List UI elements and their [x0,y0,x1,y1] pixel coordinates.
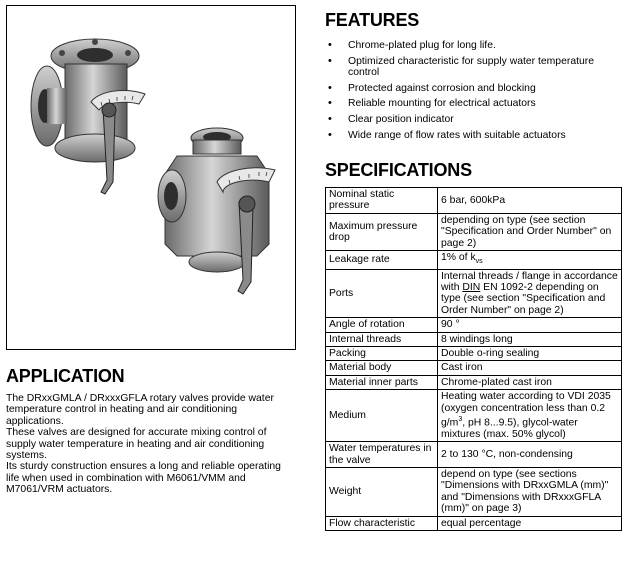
spec-label: Flow characteristic [326,516,438,530]
application-paragraph: These valves are designed for accurate mixing control of supply water temperature in heating and air conditioning systems. [6,427,267,462]
specifications-heading: SPECIFICATIONS [325,160,472,180]
din-standard: DIN [462,281,481,293]
spec-value: equal percentage [438,516,622,530]
rotary-valve-illustration [7,6,295,349]
feature-item: • Optimized characteristic for supply water temperature control [325,56,625,79]
spec-value: 90 ° [438,318,622,332]
spec-value-text: EN 1092-2 depending on type (see section "Specification and Order Number" on page 2) [441,281,606,316]
spec-label: Weight [326,468,438,517]
features-heading: FEATURES [325,10,420,30]
table-row [326,390,622,442]
table-row [326,375,622,389]
spec-value: 6 bar, 600kPa [438,188,622,214]
spec-value: depend on type (see sections "Dimensions with DRxxGMLA (mm)" and "Dimensions with DRxxxGFLA (mm)" on page 3) [438,468,622,517]
feature-item: • Clear position indicator [325,114,625,126]
spec-value [438,269,622,318]
spec-value-text: Internal threads / flange in accordance with [441,270,618,293]
table-row [326,468,622,517]
features-list [325,40,625,145]
spec-value: depending on type (see section "Specification and Order Number" on page 2) [438,213,622,250]
spec-value-text: 1% of k [441,252,476,264]
table-row [326,361,622,375]
application-text [6,393,294,496]
application-paragraph: The DRxxGMLA / DRxxxGFLA rotary valves provide water temperature control in heating and air conditioning applications. [6,393,274,427]
threaded-valve [158,128,275,294]
table-row [326,346,622,360]
feature-item: • Protected against corrosion and blocking [325,83,625,95]
table-row [326,188,622,214]
feature-item: • Reliable mounting for electrical actuators [325,98,625,110]
table-row [326,332,622,346]
application-heading: APPLICATION [6,366,125,386]
table-row [326,442,622,468]
feature-item: • Chrome-plated plug for long life. [325,40,625,52]
flanged-valve [31,39,145,194]
spec-label: Medium [326,390,438,442]
table-row [326,318,622,332]
spec-value: 8 windings long [438,332,622,346]
spec-value [438,390,622,442]
spec-label: Nominal static pressure [326,188,438,214]
application-paragraph: Its sturdy construction ensures a long and reliable operating life when used in combination with M6061/VMM and M7061/VRM actuators. [6,461,281,496]
table-row [326,269,622,318]
feature-item: • Wide range of flow rates with suitable actuators [325,130,625,142]
spec-value-text: , pH 8...9.5), glycol-water mixtures (max. 50% glycol) [441,417,578,440]
spec-label: Material inner parts [326,375,438,389]
spec-label: Angle of rotation [326,318,438,332]
spec-label: Material body [326,361,438,375]
spec-label: Leakage rate [326,251,438,269]
spec-label: Water temperatures in the valve [326,442,438,468]
table-row [326,213,622,250]
spec-value-superscript: 3 [458,415,463,423]
spec-value [438,251,622,269]
spec-value: Cast iron [438,361,622,375]
spec-value: Chrome-plated cast iron [438,375,622,389]
spec-label: Ports [326,269,438,318]
spec-label: Maximum pressure drop [326,213,438,250]
spec-value: Double o-ring sealing [438,346,622,360]
spec-label: Internal threads [326,332,438,346]
spec-label: Packing [326,346,438,360]
product-illustration [6,5,296,350]
spec-value: 2 to 130 °C, non-condensing [438,442,622,468]
spec-value-subscript: vs [475,258,483,266]
specifications-table [325,187,622,531]
table-row [326,516,622,530]
table-row [326,251,622,269]
spec-value-text: Heating water according to VDI 2035 (oxygen concentration less than 0.2 g/m [441,391,611,429]
